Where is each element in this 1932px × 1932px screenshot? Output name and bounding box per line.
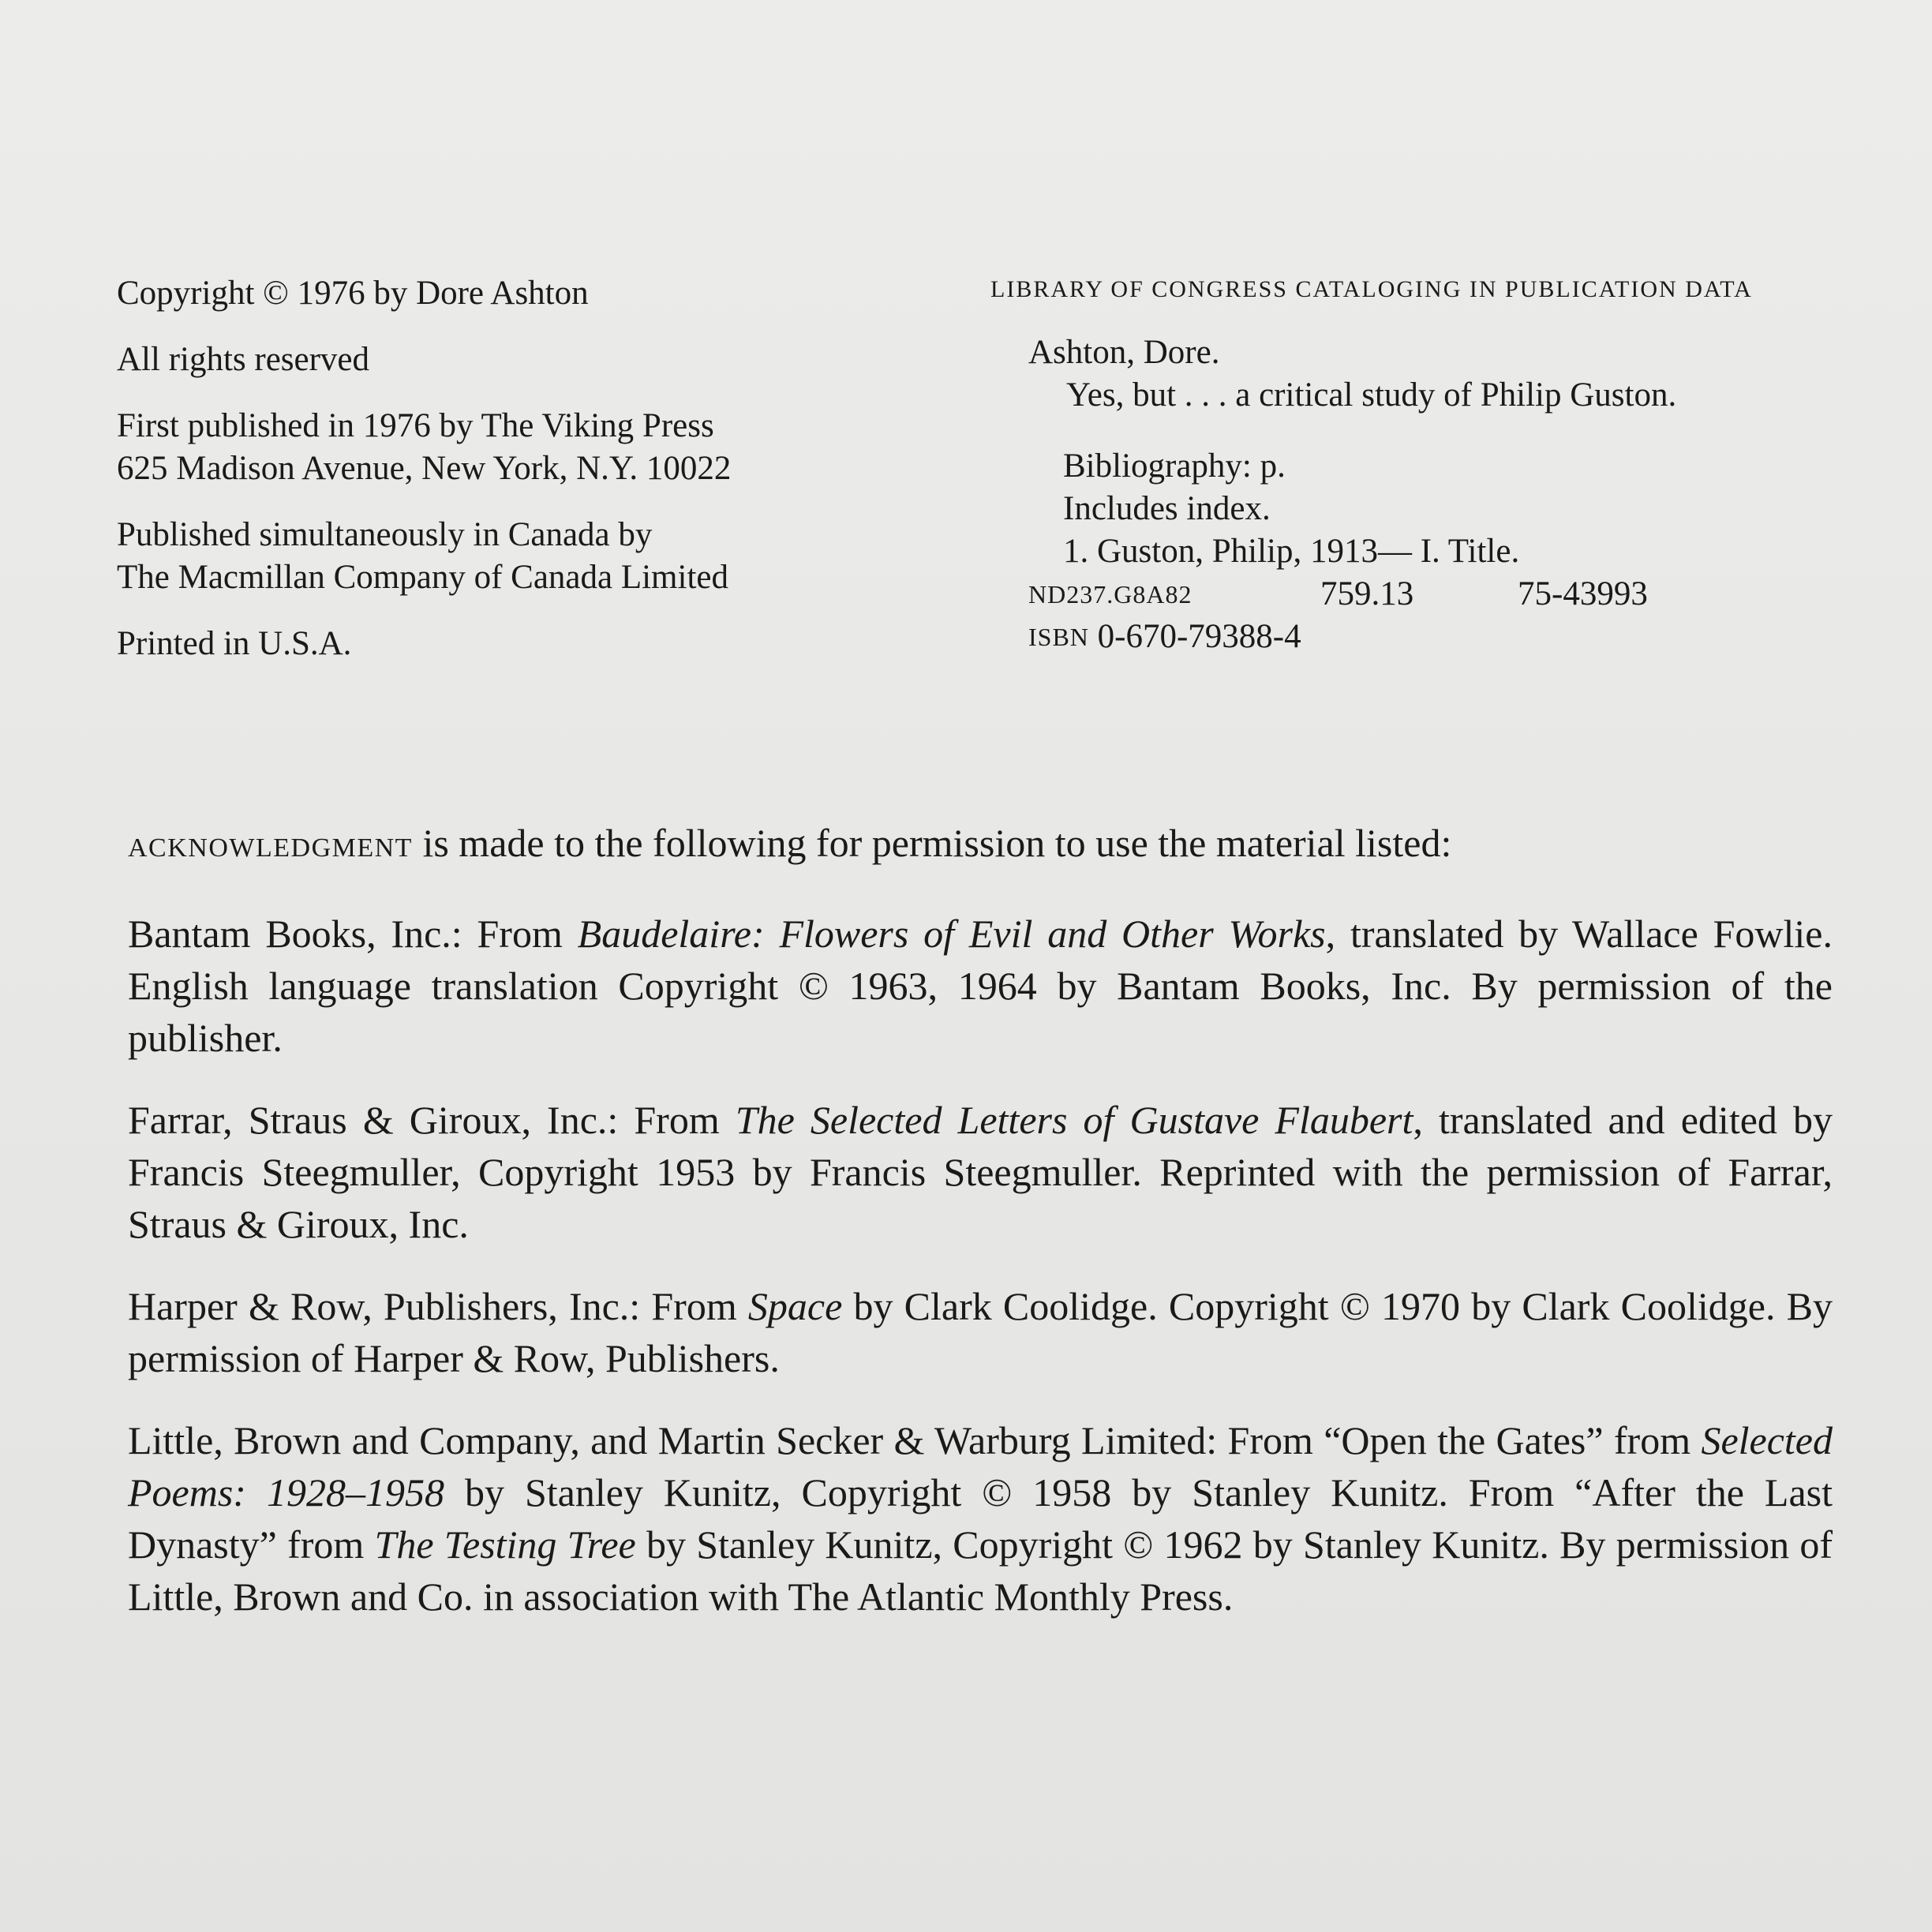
entry-text: by Stanley Kunitz, Copyright © 1958 by Stanley Kunitz. From “After the Last Dynasty” from [128, 1470, 1833, 1567]
cip-author: Ashton, Dore. [1028, 334, 1220, 371]
cip-subjects: 1. Guston, Philip, 1913— I. Title. [1063, 533, 1520, 570]
cip-title: Yes, but . . . a critical study of Philip Guston. [1066, 376, 1677, 414]
acknowledgment-entry-harper [128, 1280, 1833, 1384]
acknowledgment-lead-text: is made to the following for permission to use the material listed: [412, 821, 1452, 865]
canada-publisher: The Macmillan Company of Canada Limited [117, 559, 728, 596]
entry-text: Bantam Books, Inc.: From [128, 912, 578, 956]
isbn-number: 0-670-79388-4 [1097, 618, 1301, 655]
rights-reserved: All rights reserved [117, 341, 370, 378]
copyright-block [117, 272, 906, 689]
work-title: The Testing Tree [374, 1522, 636, 1567]
entry-text: by Stanley Kunitz, Copyright © 1962 by Stanley Kunitz. By permission of Little, Brown and Co. in association with The Atlantic Monthly Press. [128, 1522, 1833, 1619]
dewey-number: 759.13 [1320, 575, 1414, 612]
publisher-line: First published in 1976 by The Viking Press [117, 407, 714, 444]
work-title: Space [747, 1284, 843, 1328]
cip-header: LIBRARY OF CONGRESS CATALOGING IN PUBLICATION DATA [990, 276, 1753, 302]
canada-line: Published simultaneously in Canada by [117, 516, 653, 553]
isbn-line [1028, 616, 1843, 658]
entry-text: by Clark Coolidge. Copyright © 1970 by Clark Coolidge. By permission of Harper & Row, Publishers. [128, 1284, 1833, 1380]
acknowledgment-lead [128, 817, 1833, 874]
publisher-address: 625 Madison Avenue, New York, N.Y. 10022 [117, 450, 732, 487]
lc-call-number: ND237.G8A82 [1028, 580, 1193, 608]
publisher-info [117, 405, 906, 490]
acknowledgment-entry-little-brown [128, 1414, 1833, 1623]
lccn-number: 75-43993 [1518, 575, 1648, 612]
cip-classification [1028, 573, 1843, 616]
entry-text: Little, Brown and Company, and Martin Secker & Warburg Limited: From “Open the Gates” from [128, 1418, 1702, 1462]
canada-publisher-info [117, 514, 906, 599]
work-title: Baudelaire: Flowers of Evil and Other Works [577, 912, 1326, 956]
acknowledgment-section [128, 817, 1833, 1653]
entry-text: Harper & Row, Publishers, Inc.: From [128, 1284, 748, 1328]
acknowledgment-entry-farrar [128, 1094, 1833, 1250]
work-title: The Selected Letters of Gustave Flaubert [735, 1098, 1413, 1142]
acknowledgment-word: ACKNOWLEDGMENT [128, 833, 413, 863]
isbn-label: ISBN [1028, 623, 1089, 651]
entry-text: , translated by Wallace Fowlie. English language translation Copyright © 1963, 1964 by Bantam Books, Inc. By permission of the publisher. [128, 912, 1833, 1060]
work-title: Selected Poems: 1928–1958 [128, 1418, 1833, 1515]
entry-text: Farrar, Straus & Giroux, Inc.: From [128, 1098, 736, 1142]
acknowledgment-entry-bantam [128, 908, 1833, 1064]
cip-bibliography: Bibliography: p. [1063, 447, 1286, 485]
copyright-line: Copyright © 1976 by Dore Ashton [117, 275, 589, 312]
printed-in: Printed in U.S.A. [117, 625, 352, 662]
entry-text: , translated and edited by Francis Steegmuller, Copyright 1953 by Francis Steegmuller. Reprinted with the permission of Farrar, Straus & Giroux, Inc. [128, 1098, 1833, 1246]
cip-block [990, 268, 1843, 658]
cip-index: Includes index. [1063, 490, 1271, 527]
